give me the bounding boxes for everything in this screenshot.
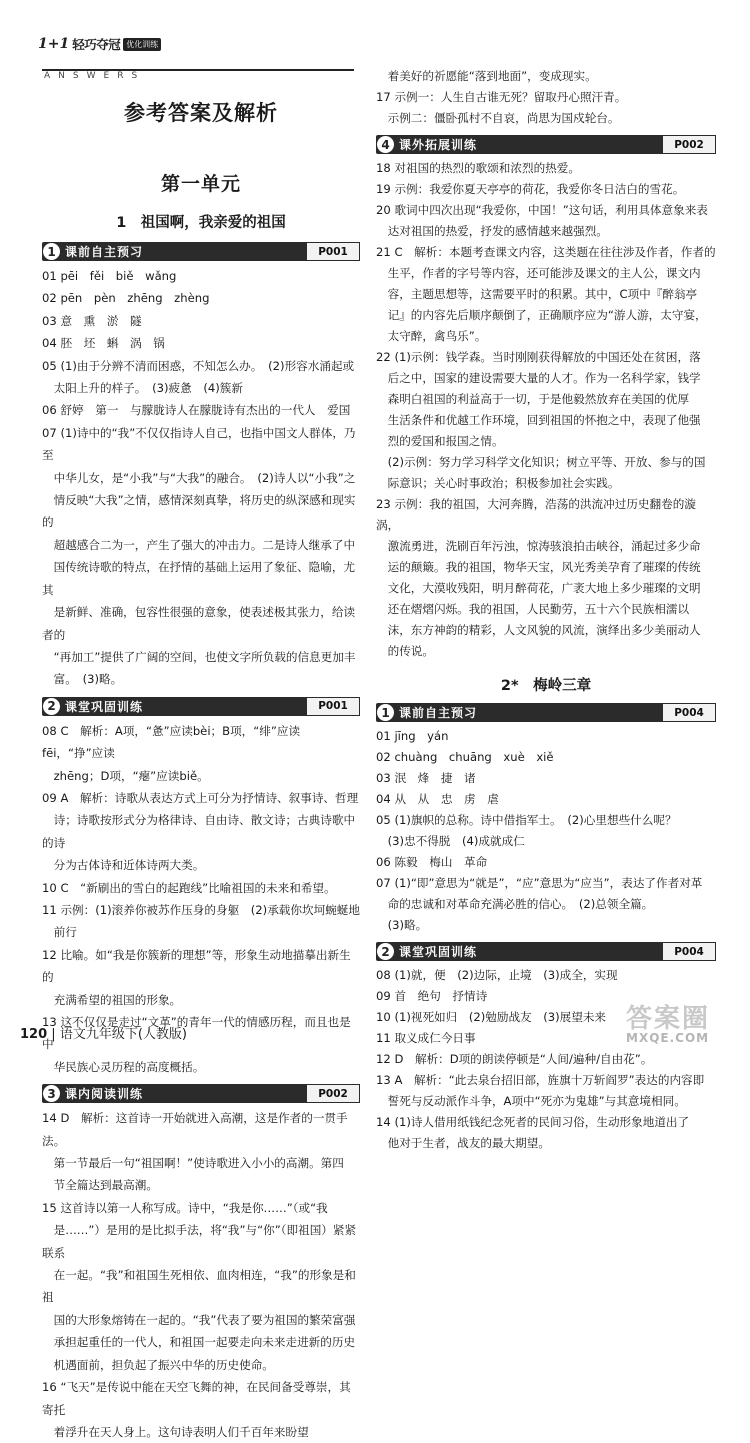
answer-line: 11 示例：(1)滚养你被苏作压身的身躯 (2)承载你坎坷蜿蜒地 bbox=[42, 902, 360, 917]
answer-line: (3)略。 bbox=[376, 918, 428, 932]
section-label: 课前自主预习 bbox=[399, 706, 478, 720]
right-column bbox=[376, 66, 716, 1154]
section-page-ref: P002 bbox=[306, 1084, 360, 1103]
answer-line: 12 D 解析：D项的朗读停顿是“人间/遍种/自由花”。 bbox=[376, 1052, 653, 1066]
section-consolidation bbox=[376, 942, 716, 1154]
answer-line: 沫，东方神韵的精彩，人文风貌的风流，演绎出多少美丽动人 bbox=[376, 623, 701, 637]
answer-line: 是……”）是用的是比拟手法，将“我”与“你”（即祖国）紧紧联系 bbox=[42, 1223, 357, 1260]
section-label: 课内阅读训练 bbox=[65, 1087, 144, 1102]
section-header bbox=[42, 242, 360, 261]
answer-line: 03 意 熏 淤 隧 bbox=[42, 313, 142, 328]
answer-line: 20 歌词中四次出现“我爱你，中国！”这句话，利用具体意象来表 bbox=[376, 203, 708, 217]
answer-line: 19 示例：我爱你夏天亭亭的荷花，我爱你冬日洁白的雪花。 bbox=[376, 182, 685, 196]
answer-line: 05 (1)由于分辨不清而困惑，不知怎么办。 (2)形容水涌起或 bbox=[42, 358, 355, 373]
answer-line: 太守醉，禽鸟乐”。 bbox=[376, 329, 487, 343]
section-consolidation bbox=[42, 697, 360, 1079]
answer-line: zhēng；D项，“瘪”应读biě。 bbox=[42, 768, 209, 783]
answer-line: 02 pēn pèn zhēng zhèng bbox=[42, 291, 210, 306]
answer-line: 诗；诗歌按形式分为格律诗、自由诗、散文诗；古典诗歌中的诗 bbox=[42, 813, 356, 850]
answer-list bbox=[42, 1107, 360, 1443]
section-number: 1 bbox=[43, 243, 60, 260]
answer-line: 21 C 解析：本题考查课文内容，这类题在往往涉及作者，作者的 bbox=[376, 245, 716, 259]
answer-line: 后之中，国家的建设需要大量的人才。作为一名科学家，钱学 bbox=[376, 371, 701, 385]
answer-line: 07 (1)“即”意思为“就是”，“应”意思为“应当”，表达了作者对革 bbox=[376, 876, 703, 890]
section-label: 课外拓展训练 bbox=[399, 138, 478, 152]
answer-line: 15 这首诗以第一人称写成。诗中，“我是你……”（或“我 bbox=[42, 1200, 328, 1215]
section-header bbox=[376, 703, 716, 722]
answer-line: 的传说。 bbox=[376, 644, 434, 658]
answer-line: 承担起重任的一代人，和祖国一起要走向未来走进新的历史 bbox=[42, 1335, 356, 1350]
answer-line: 激流勇进，洗刷百年污浊，惊涛骇浪拍击峡谷，涌起过多少命 bbox=[376, 539, 701, 553]
answer-line: 02 chuàng chuāng xuè xiě bbox=[376, 750, 554, 764]
answer-line: (3)忠不得脱 (4)成就成仁 bbox=[376, 834, 525, 848]
answer-line: 机遇面前，担负起了振兴中华的历史使命。 bbox=[42, 1357, 274, 1372]
answer-line: 第一节最后一句“祖国啊！”使诗歌进入小小的高潮。第四 bbox=[42, 1156, 344, 1171]
answer-line: (2)示例：努力学习科学文化知识；树立平等、开放、参与的国 bbox=[376, 455, 706, 469]
section-page-ref: P004 bbox=[662, 942, 716, 961]
section-header bbox=[42, 1084, 360, 1103]
answer-line: 超越感合二为一，产生了强大的冲击力。二是诗人继承了中 bbox=[42, 537, 356, 552]
answer-line: 10 (1)视死如归 (2)勉励战友 (3)展望未来 bbox=[376, 1010, 607, 1024]
watermark-url: MXQE.COM bbox=[626, 1031, 710, 1045]
section-page-ref: P004 bbox=[662, 703, 716, 722]
answer-line: 06 陈毅 梅山 革命 bbox=[376, 855, 488, 869]
answer-line: 08 (1)就，便 (2)边际，止境 (3)成全，实现 bbox=[376, 968, 618, 982]
left-column bbox=[42, 87, 360, 1443]
answer-line: 08 C 解析：A项，“惫”应读bèi；B项，“绯”应读fēi，“挣”应读 bbox=[42, 723, 301, 761]
brand-logo bbox=[38, 35, 161, 53]
answer-line: 是新鲜、准确，包容性很强的意象，使表述极其张力，给读者的 bbox=[42, 605, 356, 642]
answer-line: 10 C “新刷出的雪白的起跑线”比喻祖国的未来和希望。 bbox=[42, 880, 336, 895]
answer-line: 17 示例一：人生自古谁无死？留取丹心照汗青。 bbox=[376, 90, 627, 104]
answer-list bbox=[42, 265, 360, 691]
answer-line: 富。 (3)略。 bbox=[42, 672, 123, 687]
answer-line: 达对祖国的热爱，抒发的感情越来越强烈。 bbox=[376, 224, 608, 238]
answer-list bbox=[376, 158, 716, 662]
section-number: 4 bbox=[377, 136, 394, 153]
answer-line: 生活条件和优越工作环境，回到祖国的怀抱之中，表现了他强 bbox=[376, 413, 701, 427]
answer-line: 04 胚 坯 蝌 涡 锅 bbox=[42, 336, 165, 351]
answer-line: 05 (1)旗帜的总称。诗中借指军士。 (2)心里想些什么呢？ bbox=[376, 813, 677, 827]
page-number: 120 bbox=[20, 1027, 48, 1042]
answer-line: 着浮升在天人身上。这句诗表明人们千百年来盼望 bbox=[42, 1424, 309, 1439]
answer-line: 22 (1)示例：钱学森。当时刚刚获得解放的中国还处在贫困，落 bbox=[376, 350, 701, 364]
answer-line: 09 首 绝句 抒情诗 bbox=[376, 989, 488, 1003]
answer-line: 中华儿女，是“小我”与“大我”的融合。 (2)诗人以“小我”之 bbox=[42, 470, 356, 485]
answer-line: 13 A 解析：“此去泉台招旧部，旌旗十万斩阎罗”表达的内容即 bbox=[376, 1073, 705, 1087]
answer-line: 示例二：僵卧孤村不自哀，尚思为国戍轮台。 bbox=[376, 111, 620, 125]
section-header bbox=[42, 697, 360, 716]
answer-line: 04 从 从 忠 虏 虐 bbox=[376, 792, 499, 806]
answer-line: 森明白祖国的利益高于一切，于是他毅然放弃在美国的优厚 bbox=[376, 392, 690, 406]
page-footer bbox=[20, 1023, 187, 1042]
answer-line: 充满希望的祖国的形象。 bbox=[42, 992, 182, 1007]
section-number: 3 bbox=[43, 1085, 60, 1102]
answer-line: 运的颠簸。我的祖国，物华天宝，风光秀美孕育了璀璨的传统 bbox=[376, 560, 701, 574]
answer-line: 09 A 解析：诗歌从表达方式上可分为抒情诗、叙事诗、哲理 bbox=[42, 790, 359, 805]
footer-separator: | bbox=[51, 1027, 56, 1042]
section-preview bbox=[42, 242, 360, 691]
answer-line: 23 示例：我的祖国，大河奔腾，浩荡的洪流冲过历史翻卷的漩涡， bbox=[376, 497, 696, 532]
logo-mark: 1+1 bbox=[38, 36, 70, 52]
section-page-ref: P001 bbox=[306, 697, 360, 716]
logo-badge: 优化训练 bbox=[123, 38, 161, 51]
answer-line: 07 (1)诗中的“我”不仅仅指诗人自己，也指中国文人群体，乃至 bbox=[42, 425, 356, 463]
section-number: 2 bbox=[377, 943, 394, 960]
answers-label: ANSWERS bbox=[44, 71, 146, 81]
answer-line: 国的大形象熔铸在一起的。“我”代表了要为祖国的繁荣富强 bbox=[42, 1312, 356, 1327]
answer-line: 烈的爱国和报国之情。 bbox=[376, 434, 504, 448]
lesson-title: 1 祖国啊，我亲爱的祖国 bbox=[116, 215, 286, 231]
answer-line: 节全篇达到最高潮。 bbox=[42, 1178, 158, 1193]
answer-line: 生平，作者的字号等内容，还可能涉及课文的主人公，课文内 bbox=[376, 266, 701, 280]
answer-line: 14 D 解析：这首诗一开始就进入高潮，这是作者的一贯手法。 bbox=[42, 1111, 348, 1148]
answer-line: 06 舒婷 第一 与朦胧诗人在朦胧诗有杰出的一代人 爱国 bbox=[42, 403, 351, 418]
section-page-ref: P002 bbox=[662, 135, 716, 154]
book-title: 语文九年级下(人教版) bbox=[59, 1027, 187, 1042]
section-extension bbox=[376, 135, 716, 662]
section-number: 1 bbox=[377, 704, 394, 721]
logo-text: 轻巧夺冠 bbox=[72, 37, 121, 52]
answer-line: 01 pēi fěi biě wǎng bbox=[42, 269, 177, 283]
answer-line: “再加工”提供了广阔的空间，也使文字所负载的信息更加丰 bbox=[42, 649, 356, 664]
answer-line: 记』的内容先后顺序颠倒了，正确顺序应为“游人游，太守宴， bbox=[376, 308, 707, 322]
answer-line: 着美好的祈愿能“落到地面”，变成现实。 bbox=[376, 69, 597, 83]
section-header bbox=[376, 942, 716, 961]
answer-line: 01 jīng yán bbox=[376, 729, 449, 743]
answer-line: 14 (1)诗人借用纸钱纪念死者的民间习俗，生动形象地道出了 bbox=[376, 1115, 690, 1129]
answer-line: 12 比喻。如“我是你簇新的理想”等，形象生动地描摹出新生的 bbox=[42, 947, 351, 985]
answer-line: 情反映“大我”之情，感情深刻真挚，将历史的纵深感和现实的 bbox=[42, 493, 356, 530]
answer-line: 容，主题思想等，这需要平时的积累。其中，C项中『醉翁亭 bbox=[376, 287, 698, 301]
answer-line: 誓死与反动派作斗争，A项中“死亦为鬼雄”与其意境相同。 bbox=[376, 1094, 686, 1108]
section-label: 课前自主预习 bbox=[65, 245, 144, 259]
answer-line: 际意识；关心时事政治；积极参加社会实践。 bbox=[376, 476, 620, 490]
answer-line: 命的忠诚和对革命充满必胜的信心。 (2)总领全篇。 bbox=[376, 897, 654, 911]
answer-line: 前行 bbox=[42, 925, 77, 940]
lesson-title: 2* 梅岭三章 bbox=[500, 678, 592, 694]
answer-line: 还在熠熠闪烁。我的祖国，人民勤劳，五十六个民族相濡以 bbox=[376, 602, 690, 616]
section-preview bbox=[376, 703, 716, 936]
answer-line: 16 “飞天”是传说中能在天空飞舞的神，在民间备受尊崇，其寄托 bbox=[42, 1380, 351, 1417]
answer-list-continued bbox=[376, 66, 716, 129]
unit-title: 第一单元 bbox=[160, 173, 241, 195]
section-number: 2 bbox=[43, 698, 60, 715]
section-page-ref: P001 bbox=[306, 242, 360, 261]
answer-line: 国传统诗歌的特点，在抒情的基础上运用了象征、隐喻，尤其 bbox=[42, 560, 356, 597]
answer-line: 03 泯 烽 捷 诸 bbox=[376, 771, 476, 785]
answer-line: 华民族心灵历程的高度概括。 bbox=[42, 1059, 205, 1074]
answer-line: 他对于生者，战友的最大期望。 bbox=[376, 1136, 550, 1150]
answer-list bbox=[376, 965, 716, 1154]
section-label: 课堂巩固训练 bbox=[399, 945, 478, 959]
watermark bbox=[626, 998, 726, 1043]
section-reading bbox=[42, 1084, 360, 1443]
page-title: 参考答案及解析 bbox=[124, 101, 278, 125]
answer-line: 在一起。“我”和祖国生死相依、血肉相连，“我”的形象是和祖 bbox=[42, 1268, 356, 1305]
section-label: 课堂巩固训练 bbox=[65, 699, 144, 714]
section-header bbox=[376, 135, 716, 154]
answer-list bbox=[376, 726, 716, 936]
answer-line: 文化，大漠收残阳，明月醉荷花，广袤大地上多少璀璨的文明 bbox=[376, 581, 701, 595]
answer-line: 18 对祖国的热烈的歌颂和浓烈的热爱。 bbox=[376, 161, 580, 175]
answer-line: 分为古体诗和近体诗两大类。 bbox=[42, 858, 205, 873]
answer-line: 11 取义成仁今日事 bbox=[376, 1031, 476, 1045]
answer-line: 13 这不仅仅是走过“文革”的青年一代的情感历程，而且也是中 bbox=[42, 1015, 351, 1052]
answer-line: 太阳上升的样子。 (3)疲惫 (4)簇新 bbox=[42, 381, 243, 396]
watermark-text: 答案圈 bbox=[626, 1004, 711, 1034]
